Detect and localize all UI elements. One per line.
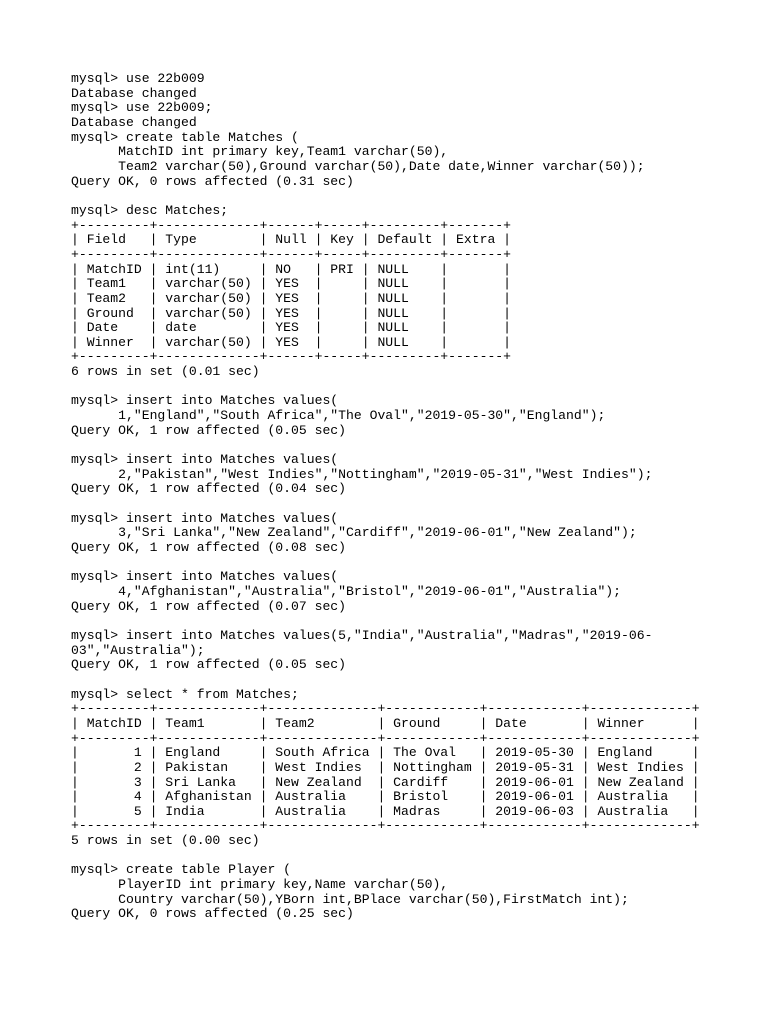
table-row: | MatchID | int(11) | NO | PRI | NULL | | <box>71 261 512 277</box>
console-line: 6 rows in set (0.01 sec) <box>71 364 260 380</box>
console-line: 3,"Sri Lanka","New Zealand","Cardiff","2019-06-01","New Zealand"); <box>71 525 637 541</box>
blank-line <box>71 673 761 688</box>
console-line: 03","Australia"); <box>71 642 205 658</box>
table-border-line: +---------+-------------+------+-----+---------+-------+ <box>71 217 512 233</box>
table-row: | 1 | England | South Africa | The Oval | 2019-05-30 | England | <box>71 745 700 761</box>
console-line: mysql> create table Matches ( <box>71 129 299 145</box>
table-row: | Date | date | YES | | NULL | | <box>71 320 512 336</box>
console-line: mysql> use 22b009 <box>71 71 205 86</box>
blank-line <box>71 497 761 512</box>
console-line: Query OK, 1 row affected (0.04 sec) <box>71 481 347 497</box>
table-row: | 4 | Afghanistan | Australia | Bristol | 2019-06-01 | Australia | <box>71 789 700 805</box>
console-line: 2,"Pakistan","West Indies","Nottingham","2019-05-31","West Indies"); <box>71 466 653 482</box>
table-row: | 2 | Pakistan | West Indies | Nottingham | 2019-05-31 | West Indies | <box>71 759 700 775</box>
console-line: mysql> insert into Matches values( <box>71 393 339 409</box>
console-line: mysql> insert into Matches values( <box>71 452 339 468</box>
table-border-line: +---------+-------------+--------------+------------+------------+-------------+ <box>71 701 700 717</box>
blank-line <box>71 556 761 571</box>
blank-line <box>71 189 761 204</box>
table-header-row: | MatchID | Team1 | Team2 | Ground | Date | Winner | <box>71 715 700 731</box>
console-line: Query OK, 1 row affected (0.05 sec) <box>71 422 347 438</box>
console-line: Database changed <box>71 85 197 101</box>
table-border-line: +---------+-------------+------+-----+---------+-------+ <box>71 246 512 262</box>
console-line: mysql> select * from Matches; <box>71 686 299 702</box>
table-row: | Ground | varchar(50) | YES | | NULL | | <box>71 305 512 321</box>
table-row: | Winner | varchar(50) | YES | | NULL | | <box>71 334 512 350</box>
console-line: mysql> create table Player ( <box>71 862 292 878</box>
console-line: 5 rows in set (0.00 sec) <box>71 833 260 849</box>
console-line: PlayerID int primary key,Name varchar(50), <box>71 877 449 893</box>
console-line: Query OK, 1 row affected (0.08 sec) <box>71 540 347 555</box>
console-line: Query OK, 0 rows affected (0.25 sec) <box>71 906 354 922</box>
console-line: 4,"Afghanistan","Australia","Bristol","2019-06-01","Australia"); <box>71 583 622 599</box>
console-line: mysql> desc Matches; <box>71 202 229 218</box>
console-line: mysql> use 22b009; <box>71 100 213 116</box>
blank-line <box>71 438 761 453</box>
table-row: | 5 | India | Australia | Madras | 2019-06-03 | Australia | <box>71 803 700 819</box>
console-line: Country varchar(50),YBorn int,BPlace varchar(50),FirstMatch int); <box>71 891 629 907</box>
console-line: mysql> insert into Matches values( <box>71 510 339 526</box>
console-line: mysql> insert into Matches values( <box>71 569 339 585</box>
table-row: | 3 | Sri Lanka | New Zealand | Cardiff | 2019-06-01 | New Zealand | <box>71 774 700 790</box>
console-line: Query OK, 1 row affected (0.05 sec) <box>71 657 347 673</box>
table-header-row: | Field | Type | Null | Key | Default | Extra | <box>71 232 512 248</box>
console-line: Database changed <box>71 114 197 130</box>
console-line: Query OK, 0 rows affected (0.31 sec) <box>71 173 354 189</box>
table-row: | Team2 | varchar(50) | YES | | NULL | | <box>71 290 512 306</box>
console-line: MatchID int primary key,Team1 varchar(50), <box>71 144 449 160</box>
table-row: | Team1 | varchar(50) | YES | | NULL | | <box>71 276 512 292</box>
blank-line <box>71 380 761 395</box>
table-border-line: +---------+-------------+------+-----+---------+-------+ <box>71 349 512 365</box>
console-line: Query OK, 1 row affected (0.07 sec) <box>71 598 347 614</box>
document-page <box>71 72 761 922</box>
table-border-line: +---------+-------------+--------------+------------+------------+-------------+ <box>71 730 700 746</box>
console-line: Team2 varchar(50),Ground varchar(50),Date date,Winner varchar(50)); <box>71 158 645 174</box>
blank-line <box>71 849 761 864</box>
console-line: 1,"England","South Africa","The Oval","2019-05-30","England"); <box>71 408 606 424</box>
console-line: mysql> insert into Matches values(5,"India","Australia","Madras","2019-06- <box>71 627 653 643</box>
blank-line <box>71 614 761 629</box>
table-border-line: +---------+-------------+--------------+------------+------------+-------------+ <box>71 818 700 834</box>
